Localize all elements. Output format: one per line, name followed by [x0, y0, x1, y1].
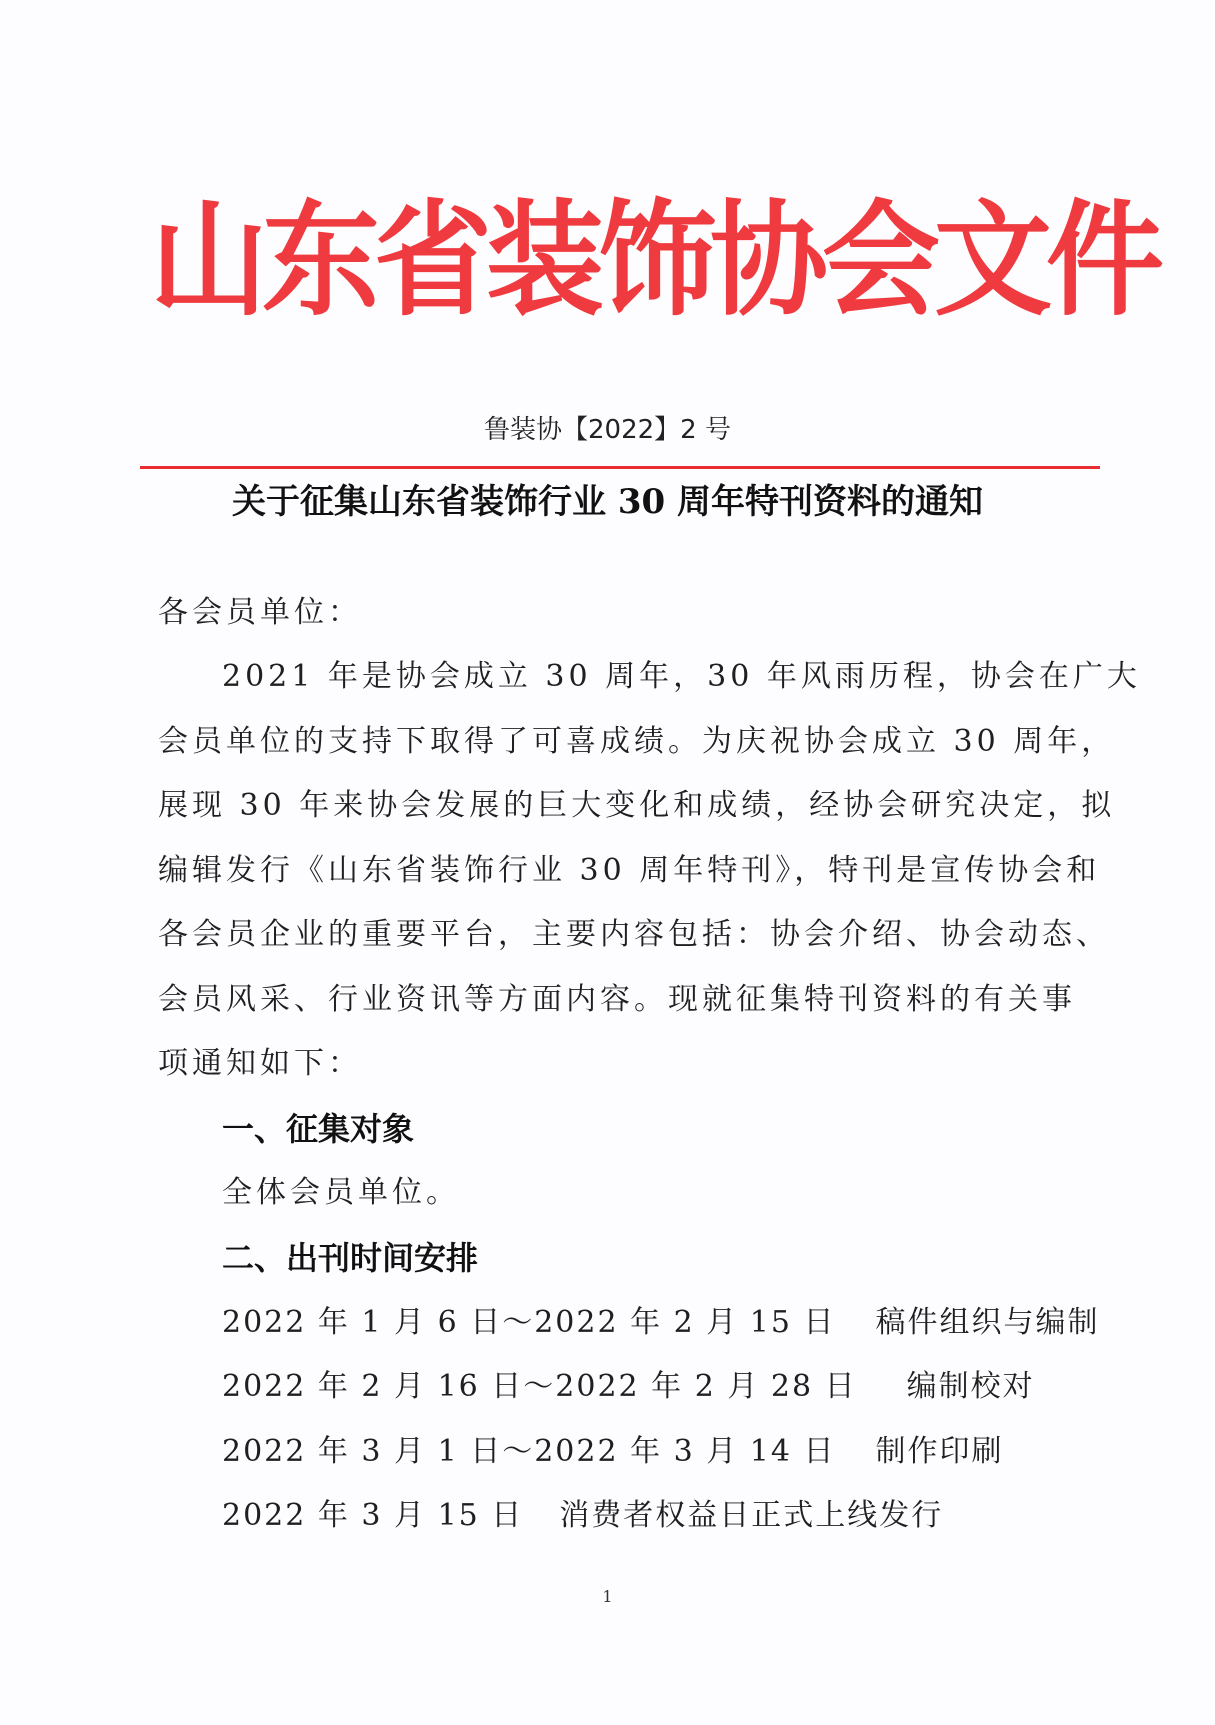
body-line: 编辑发行《山东省装饰行业 30 周年特刊》，特刊是宣传协会和: [158, 853, 1101, 888]
section-heading-collection-target: 一、征集对象: [222, 1110, 415, 1148]
schedule-date: 2022 年 3 月 1 日～2022 年 3 月 14 日: [222, 1434, 836, 1469]
body-line: 会员单位的支持下取得了可喜成绩。为庆祝协会成立 30 周年，: [158, 724, 1116, 759]
body-line: 会员风采、行业资讯等方面内容。现就征集特刊资料的有关事: [158, 982, 1076, 1017]
body-line: 各会员企业的重要平台，主要内容包括：协会介绍、协会动态、: [158, 917, 1110, 952]
schedule-row: [222, 1491, 943, 1541]
schedule-date: 2022 年 2 月 16 日～2022 年 2 月 28 日: [222, 1369, 857, 1404]
salutation: 各会员单位：: [158, 595, 362, 630]
document-number: 鲁装协【2022】2 号: [484, 415, 731, 445]
schedule-date: 2022 年 3 月 15 日: [222, 1498, 524, 1533]
schedule-task: 消费者权益日正式上线发行: [559, 1498, 944, 1533]
schedule-row: [222, 1298, 1100, 1348]
body-line: 项通知如下：: [158, 1046, 362, 1081]
schedule-date: 2022 年 1 月 6 日～2022 年 2 月 15 日: [222, 1305, 836, 1340]
schedule-task: 制作印刷: [875, 1434, 1004, 1469]
section-heading-schedule: 二、出刊时间安排: [222, 1239, 479, 1277]
schedule-task: 稿件组织与编制: [875, 1305, 1100, 1340]
notice-title: 关于征集山东省装饰行业 30 周年特刊资料的通知: [232, 482, 983, 522]
schedule-task: 编制校对: [906, 1369, 1035, 1404]
section-text-collection-target: 全体会员单位。: [222, 1175, 460, 1210]
schedule-row: [222, 1362, 1035, 1412]
body-line: 2021 年是协会成立 30 周年，30 年风雨历程，协会在广大: [222, 659, 1141, 694]
schedule-row: [222, 1427, 1004, 1477]
red-divider-line: [140, 466, 1100, 469]
page-number: 1: [602, 1587, 613, 1606]
document-masthead: 山东省装饰协会文件: [150, 187, 1159, 333]
body-line: 展现 30 年来协会发展的巨大变化和成绩，经协会研究决定，拟: [158, 788, 1116, 823]
